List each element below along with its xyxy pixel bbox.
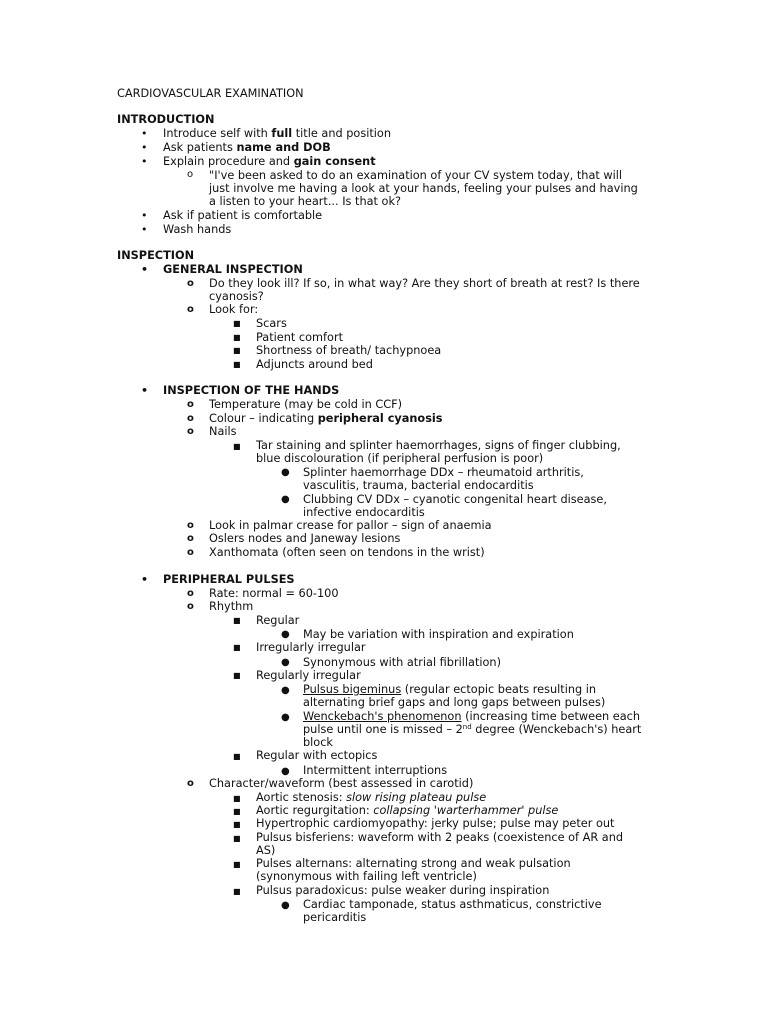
rhythm-irregularly-irregular: Irregularly irregular [256,641,366,654]
general-inspection-heading: GENERAL INSPECTION [163,263,303,276]
pulses-rate: Rate: normal = 60-100 [209,587,339,600]
rhythm-regular-ectopics: Regular with ectopics [256,749,378,762]
intro-item-3: Explain procedure and gain consent [163,155,376,168]
intro-item-4: Ask if patient is comfortable [163,209,323,222]
character-bisferiens-line-1: Pulsus bisferiens: waveform with 2 peaks (coexistence of AR and [256,831,624,844]
hands-palmar: Look in palmar crease for pallor – sign of anaemia [209,519,492,532]
pulses-rhythm: Rhythm [209,600,254,613]
hands-heading: INSPECTION OF THE HANDS [163,384,340,397]
bullet-circle-o-icon: o [187,413,194,424]
look-for-label: Look for: [209,303,259,316]
character-alternans-line-2: (synonymous with failing left ventricle) [256,870,477,883]
hands-xanthomata: Xanthomata (often seen on tendons in the wrist) [209,546,485,559]
rhythm-regularly-irregular: Regularly irregular [256,669,361,682]
bullet-square-icon: ■ [233,820,241,829]
clubbing-line-2: infective endocarditis [303,506,425,519]
bullet-disc-icon: • [141,384,149,397]
bullet-disc-icon: • [141,263,149,276]
bigeminus-line-1: Pulsus bigeminus (regular ectopic beats resulting in [303,683,597,696]
bullet-square-icon: ■ [233,346,241,355]
intro-item-5: Wash hands [163,223,232,236]
hands-temperature: Temperature (may be cold in CCF) [209,398,403,411]
general-question-line-1: Do they look ill? If so, in what way? Are they short of breath at rest? Is there [209,277,640,290]
rhythm-regular-sub: May be variation with inspiration and expiration [303,628,574,641]
bullet-square-icon: ■ [233,616,241,625]
bullet-square-icon: ■ [233,807,241,816]
bullet-disc-icon: ● [281,685,290,696]
bullet-circle-o-icon: o [187,304,194,315]
bullet-circle-o-icon: o [187,426,194,437]
look-for-item-2: Patient comfort [256,331,344,344]
intro-quote-line-3: a listen to your heart... Is that ok? [209,195,401,208]
pulses-heading: PERIPHERAL PULSES [163,573,295,586]
bullet-disc-icon: • [141,127,148,140]
intro-quote-line-2: just involve me having a look at your hands, feeling your pulses and having [209,182,638,195]
hands-oslers: Oslers nodes and Janeway lesions [209,532,401,545]
hands-colour: Colour – indicating peripheral cyanosis [209,412,443,425]
wenckebach-line-1: Wenckebach's phenomenon (increasing time between each [303,710,641,723]
character-hocm: Hypertrophic cardiomyopathy: jerky pulse; pulse may peter out [256,817,615,830]
bullet-disc-icon: • [141,141,148,154]
bullet-disc-icon: ● [281,494,290,505]
bullet-square-icon: ■ [233,442,241,451]
wenckebach-line-3: block [303,736,333,749]
bullet-circle-o-icon: o [187,601,194,612]
bullet-square-icon: ■ [233,794,241,803]
intro-heading: INTRODUCTION [117,113,215,126]
bullet-disc-icon: • [141,223,148,236]
intro-item-2: Ask patients name and DOB [163,141,331,154]
bullet-disc-icon: ● [281,766,290,777]
bigeminus-line-2: alternating brief gaps and long gaps between pulses) [303,696,606,709]
bullet-circle-o-icon: o [187,547,194,558]
bullet-disc-icon: ● [281,712,290,723]
wenckebach-line-2: pulse until one is missed – 2nd degree (Wenckebach's) heart [303,723,642,736]
look-for-item-3: Shortness of breath/ tachypnoea [256,344,442,357]
paradoxicus-sub-line-2: pericarditis [303,911,367,924]
bullet-square-icon: ■ [233,860,241,869]
nails-tar-line-1: Tar staining and splinter haemorrhages, signs of finger clubbing, [256,439,621,452]
bullet-circle-o-icon: o [187,588,194,599]
character-aortic-stenosis: Aortic stenosis: slow rising plateau pulse [256,791,487,804]
rhythm-regular: Regular [256,614,300,627]
nails-tar-line-2: blue discolouration (if peripheral perfusion is poor) [256,452,544,465]
bullet-circle-o-icon: o [187,533,194,544]
character-alternans-line-1: Pulses alternans: alternating strong and weak pulsation [256,857,571,870]
pulses-character: Character/waveform (best assessed in carotid) [209,777,474,790]
splinter-line-1: Splinter haemorrhage DDx – rheumatoid arthritis, [303,466,584,479]
character-aortic-regurgitation: Aortic regurgitation: collapsing 'warterhammer' pulse [256,804,559,817]
bullet-square-icon: ■ [233,333,241,342]
look-for-item-1: Scars [256,317,287,330]
paradoxicus-sub-line-1: Cardiac tamponade, status asthmaticus, constrictive [303,898,602,911]
character-bisferiens-line-2: AS) [256,844,276,857]
bullet-disc-icon: ● [281,657,290,668]
bullet-disc-icon: ● [281,467,290,478]
hands-nails: Nails [209,425,237,438]
rhythm-irregularly-irregular-sub: Synonymous with atrial fibrillation) [303,656,501,669]
general-question-line-2: cyanosis? [209,290,264,303]
bullet-square-icon: ■ [233,834,241,843]
bullet-square-icon: ■ [233,643,241,652]
bullet-disc-icon: • [141,209,148,222]
bullet-circle-o-icon: o [187,520,194,531]
bullet-disc-icon: • [141,155,148,168]
bullet-disc-icon: • [141,573,149,586]
document-title: CARDIOVASCULAR EXAMINATION [117,87,304,100]
intro-quote-line-1: "I've been asked to do an examination of your CV system today, that will [209,169,623,182]
bullet-circle-o-icon: o [187,278,194,289]
splinter-line-2: vasculitis, trauma, bacterial endocarditis [303,479,534,492]
bullet-circle-o-icon: o [187,778,194,789]
intro-item-1: Introduce self with full title and position [163,127,391,140]
bullet-square-icon: ■ [233,887,241,896]
bullet-square-icon: ■ [233,319,241,328]
bullet-disc-icon: ● [281,629,290,640]
character-paradoxicus: Pulsus paradoxicus: pulse weaker during inspiration [256,884,550,897]
bullet-disc-icon: ● [281,900,290,911]
look-for-item-4: Adjuncts around bed [256,358,373,371]
inspection-heading: INSPECTION [117,249,195,262]
bullet-circle-o-icon: o [187,169,194,180]
clubbing-line-1: Clubbing CV DDx – cyanotic congenital heart disease, [303,493,607,506]
bullet-square-icon: ■ [233,671,241,680]
bullet-circle-o-icon: o [187,399,194,410]
bullet-square-icon: ■ [233,360,241,369]
rhythm-regular-ectopics-sub: Intermittent interruptions [303,764,448,777]
bullet-square-icon: ■ [233,752,241,761]
